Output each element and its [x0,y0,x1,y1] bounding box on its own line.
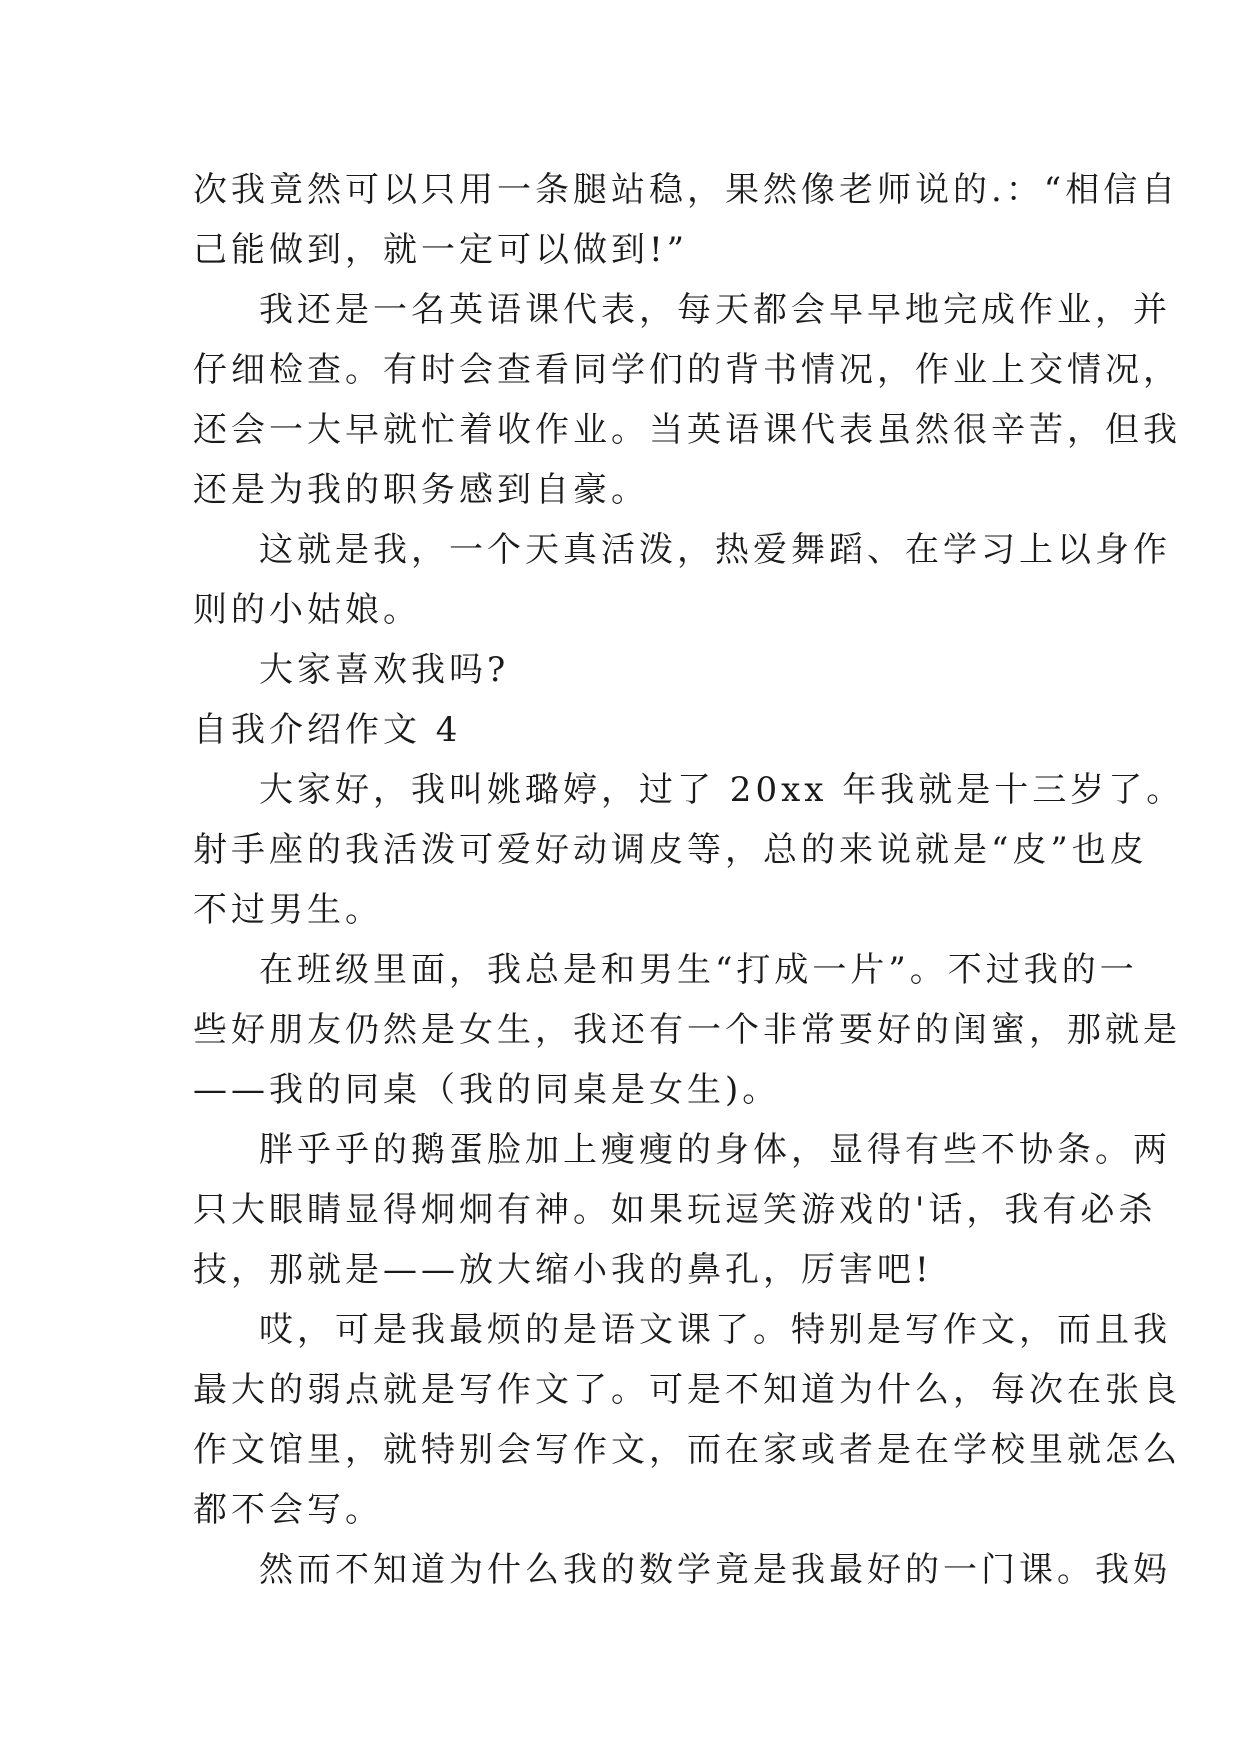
text-line: 还会一大早就忙着收作业。当英语课代表虽然很辛苦，但我 [193,410,1181,450]
text-line: 都不会写。 [193,1490,383,1530]
text-line: 射手座的我活泼可爱好动调皮等，总的来说就是“皮”也皮 [193,830,1148,870]
text-line: 最大的弱点就是写作文了。可是不知道为什么，每次在张良 [193,1370,1181,1410]
document-body [193,160,1185,1600]
text-line: 这就是我，一个天真活泼，热爱舞蹈、在学习上以身作 [259,530,1171,570]
text-line: 还是为我的职务感到自豪。 [193,470,649,510]
text-line: 我还是一名英语课代表，每天都会早早地完成作业，并 [259,290,1171,330]
section-heading: 自我介绍作文 4 [193,710,462,750]
text-line: 仔细检查。有时会查看同学们的背书情况，作业上交情况， [193,350,1181,390]
text-line: ——我的同桌（我的同桌是女生)。 [193,1070,781,1110]
text-line: 然而不知道为什么我的数学竟是我最好的一门课。我妈 [259,1550,1171,1590]
text-line: 则的小姑娘。 [193,590,421,630]
text-line: 只大眼睛显得炯炯有神。如果玩逗笑游戏的'话，我有必杀 [193,1190,1157,1230]
text-line: 大家好，我叫姚璐婷，过了 20xx 年我就是十三岁了。 [259,770,1185,810]
text-line: 在班级里面，我总是和男生“打成一片”。不过我的一 [259,950,1138,990]
text-line: 些好朋友仍然是女生，我还有一个非常要好的闺蜜，那就是 [193,1010,1181,1050]
text-line: 哎，可是我最烦的是语文课了。特别是写作文，而且我 [259,1310,1171,1350]
text-line: 作文馆里，就特别会写作文，而在家或者是在学校里就怎么 [193,1430,1181,1470]
text-line: 胖乎乎的鹅蛋脸加上瘦瘦的身体，显得有些不协条。两 [259,1130,1171,1170]
text-line: 技，那就是——放大缩小我的鼻孔，厉害吧! [193,1250,933,1290]
text-line: 次我竟然可以只用一条腿站稳，果然像老师说的.：“相信自 [193,170,1180,210]
text-line: 不过男生。 [193,890,383,930]
text-line: 大家喜欢我吗? [259,650,510,690]
text-line: 己能做到，就一定可以做到!” [193,230,689,270]
